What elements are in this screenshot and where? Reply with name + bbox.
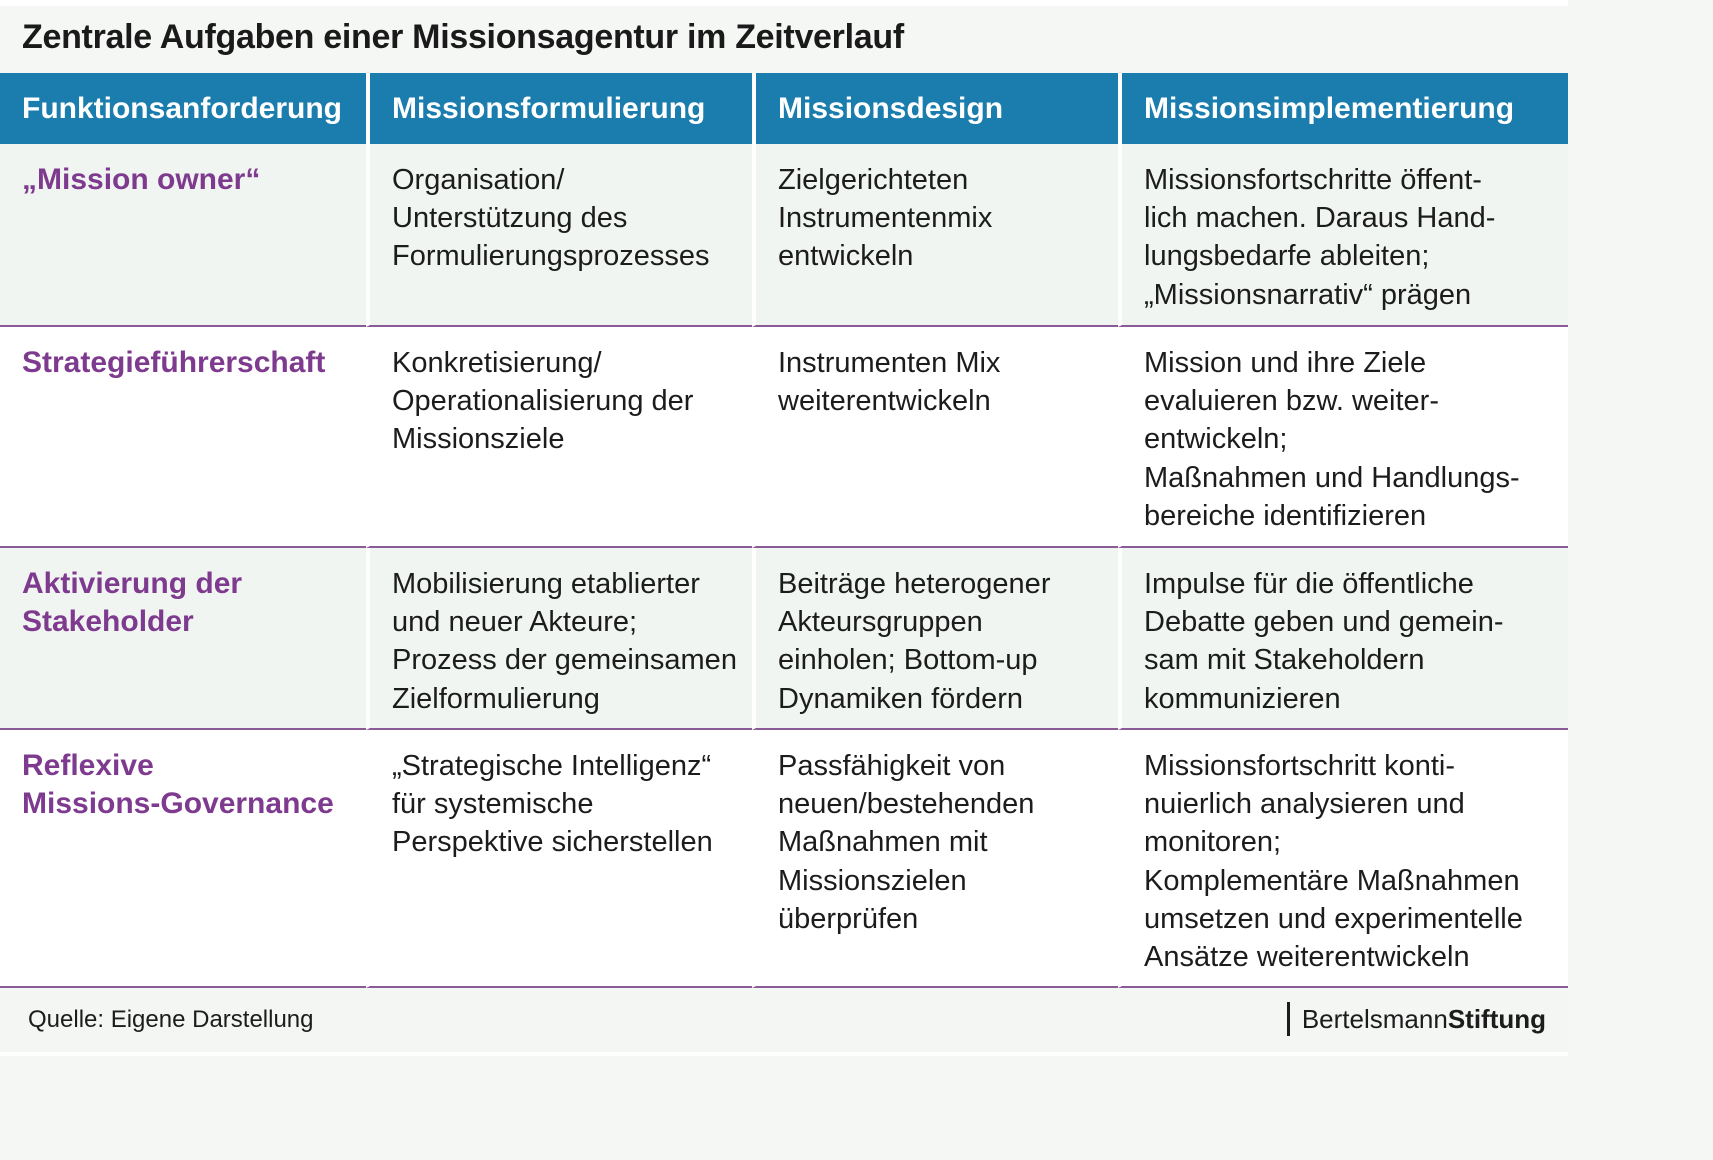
- table-cell: „Strategische Intelligenz“ für systemische Perspektive sicherstellen: [366, 730, 752, 988]
- row-label: „Mission owner“: [0, 144, 366, 327]
- table-cell: Missionsfortschritte öffent- lich machen. Daraus Hand- lungsbedarfe ableiten; „Missionsnarrativ“ prägen: [1118, 144, 1568, 327]
- top-strip: [0, 0, 1568, 6]
- table-cell: Organisation/ Unterstützung des Formulierungsprozesses: [366, 144, 752, 327]
- header-missionsformulierung: Missionsformulierung: [366, 73, 752, 144]
- brand-name-regular: Bertelsmann: [1301, 1003, 1448, 1034]
- table-cell: Mobilisierung etablierter und neuer Akteure; Prozess der gemeinsamen Zielformulierung: [366, 548, 752, 730]
- brand-name-bold: Stiftung: [1447, 1003, 1546, 1034]
- table-cell: Instrumenten Mix weiterentwickeln: [752, 327, 1118, 548]
- brand-divider: [1287, 1002, 1290, 1036]
- row-label: Aktivierung der Stakeholder: [0, 548, 366, 730]
- row-label: Reflexive Missions-Governance: [0, 730, 366, 988]
- brand-wordmark: [1302, 1004, 1546, 1035]
- header-funktionsanforderung: Funktionsanforderung: [0, 73, 366, 144]
- table-cell: Missionsfortschritt konti- nuierlich analysieren und monitoren; Komplementäre Maßnahmen umsetzen und experimentelle Ansätze weiterentwickeln: [1118, 730, 1568, 988]
- table-cell: Konkretisierung/ Operationalisierung der Missionsziele: [366, 327, 752, 548]
- table-cell: Zielgerichteten Instrumentenmix entwickeln: [752, 144, 1118, 327]
- source-note: Quelle: Eigene Darstellung: [28, 1006, 314, 1033]
- tasks-table: [0, 73, 1568, 988]
- table-cell: Beiträge heterogener Akteursgruppen einholen; Bottom-up Dynamiken fördern: [752, 548, 1118, 730]
- header-missionsdesign: Missionsdesign: [752, 73, 1118, 144]
- table-cell: Mission und ihre Ziele evaluieren bzw. weiter- entwickeln; Maßnahmen und Handlungs- bereiche identifizieren: [1118, 327, 1568, 548]
- bottom-strip: [0, 1052, 1568, 1056]
- header-missionsimplementierung: Missionsimplementierung: [1118, 73, 1568, 144]
- table-cell: Passfähigkeit von neuen/bestehenden Maßnahmen mit Missionszielen überprüfen: [752, 730, 1118, 988]
- table-cell: Impulse für die öffentliche Debatte geben und gemein- sam mit Stakeholdern kommunizieren: [1118, 548, 1568, 730]
- brand-logo: [1287, 1001, 1546, 1037]
- page-title: Zentrale Aufgaben einer Missionsagentur im Zeitverlauf: [22, 18, 904, 56]
- row-label: Strategieführerschaft: [0, 327, 366, 548]
